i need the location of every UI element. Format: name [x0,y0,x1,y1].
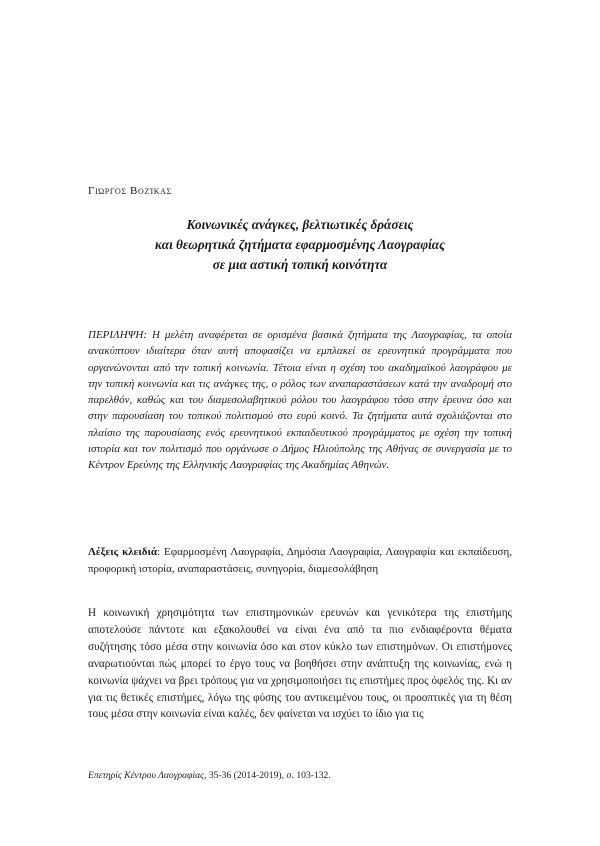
journal-name: Επετηρίς Κέντρου Λαογραφίας, [88,770,207,781]
keywords-paragraph [88,544,512,577]
article-title [88,215,512,275]
body-paragraph: Η κοινωνική χρησιμότητα των επιστημονικών ερευνών και γενικότερα της επιστήμης αποτελούσε πάντοτε και εξακολουθεί να είναι ένα από τα πιο ενδιαφέροντα θέματα συζήτησης τόσο μέσα στην κοινωνία όσο και στον κύκλο των επιστημόνων. Οι επιστήμονες αναρωτιούνται πώς μπορεί το έργο τους να βοηθήσει στην ανάπτυξη της κοινωνίας, ενώ η κοινωνία ψάχνει να βρει τρόπους για να χρησιμοποιήσει τις επιστήμες προς όφελός της. Κι αν για τις θετικές επιστήμες, λόγω της φύσης του αντικειμένου τους, οι προοπτικές για τη θέση τους μέσα στην κοινωνία είναι καλές, δεν φαίνεται να ισχύει το ίδιο για τις [88,607,512,721]
title-line-3: σε μια αστική τοπική κοινότητα [212,257,388,272]
abstract-paragraph: ΠΕΡΙΛΗΨΗ: Η μελέτη αναφέρεται σε ορισμένα βασικά ζητήματα της Λαογραφίας, τα οποία ανακύπτουν ιδιαίτερα όταν αυτή αποφασίζει να εμπλακεί σε ερευνητικά προγράμματα που οργανώνονται από την τοπική κοινωνία. Τέτοια είναι η σχέση του ακαδημαϊκού λαογράφου με την τοπική κοινωνία και τις ανάγκες της, ο ρόλος των αναπαραστάσεων κατά την αναδρομή στο παρελθόν, καθώς και του διαμεσολαβητικού ρόλου του λαογράφου τόσο στην έρευνα όσο και στην παρουσίαση του τοπικού πολιτισμού στο ευρύ κοινό. Τα ζητήματα αυτά σχολιάζονται στο πλαίσιο της παρουσίασης ενός ερευνητικού εκπαιδευτικού προγράμματος με σχέση την τοπική ιστορία και τον πολιτισμό που οργάνωσε ο Δήμος Ηλιούπολης της Αθήνας σε συνεργασία με το Κέντρον Ερεύνης της Ελληνικής Λαογραφίας της Ακαδημίας Αθηνών. [88,329,512,472]
keywords-text: : Εφαρμοσμένη Λαογραφία, Δημόσια Λαογραφία, Λαογραφία και εκπαίδευση, προφορική ιστορία, αναπαραστάσεις, συνηγορία, διαμεσολάβηση [88,546,512,575]
citation-details: 35-36 (2014-2019), σ. 103-132. [206,770,331,781]
title-line-1: Κοινωνικές ανάγκες, βελτιωτικές δράσεις [186,217,414,232]
author-name: Γιώργος Βοζίκας [88,185,172,197]
title-line-2: και θεωρητικά ζητήματα εφαρμοσμένης Λαογραφίας [155,237,445,252]
citation-footer [88,770,331,781]
keywords-label: Λέξεις κλειδιά [88,546,158,558]
